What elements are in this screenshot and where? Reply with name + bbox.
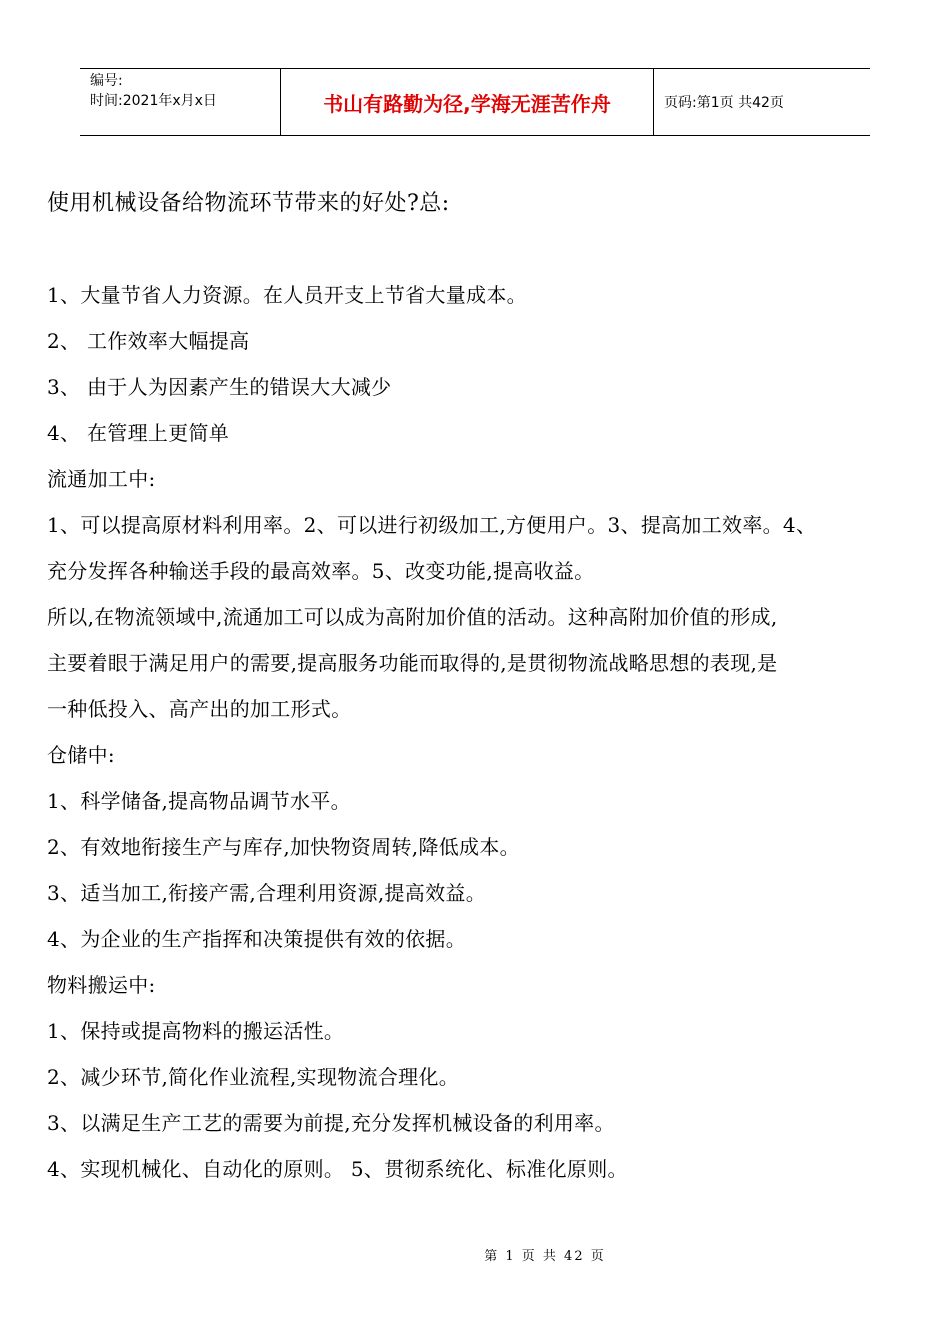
header-page-info: 页码:第1页 共42页: [664, 95, 784, 111]
section-heading: 仓储中:: [47, 743, 115, 767]
paragraph-line: 充分发挥各种输送手段的最高效率。5、改变功能,提高收益。: [47, 559, 595, 583]
paragraph-line: 主要着眼于满足用户的需要,提高服务功能而取得的,是贯彻物流战略思想的表现,是: [47, 651, 778, 675]
section-heading: 流通加工中:: [47, 467, 156, 491]
section-heading: 物料搬运中:: [47, 973, 156, 997]
document-title: 使用机械设备给物流环节带来的好处?总:: [47, 191, 450, 216]
paragraph-line: 2、有效地衔接生产与库存,加快物资周转,降低成本。: [47, 835, 520, 859]
paragraph-line: 2、减少环节,简化作业流程,实现物流合理化。: [47, 1065, 460, 1089]
paragraph-line: 1、保持或提高物料的搬运活性。: [47, 1019, 345, 1043]
document-number-label: 编号:: [90, 73, 123, 89]
document-time-label: 时间:2021年x月x日: [90, 93, 217, 109]
paragraph-line: 4、为企业的生产指挥和决策提供有效的依据。: [47, 927, 467, 951]
paragraph-line: 1、科学储备,提高物品调节水平。: [47, 789, 351, 813]
paragraph-line: 4、 在管理上更简单: [47, 421, 230, 445]
paragraph-line: 一种低投入、高产出的加工形式。: [47, 697, 352, 721]
header-meta-cell: [80, 69, 281, 135]
page-footer: 第 1 页 共 42 页: [484, 1249, 606, 1264]
header-motto: 书山有路勤为径,学海无涯苦作舟: [281, 69, 654, 135]
paragraph-line: 3、 由于人为因素产生的错误大大减少: [47, 375, 392, 399]
paragraph-line: 所以,在物流领域中,流通加工可以成为高附加价值的活动。这种高附加价值的形成,: [47, 605, 778, 629]
header-table: [80, 68, 870, 136]
paragraph-line: 2、 工作效率大幅提高: [47, 329, 250, 353]
paragraph-line: 3、适当加工,衔接产需,合理利用资源,提高效益。: [47, 881, 486, 905]
document-body: [47, 188, 907, 1192]
paragraph-line: 1、大量节省人力资源。在人员开支上节省大量成本。: [47, 283, 527, 307]
paragraph-line: 4、实现机械化、自动化的原则。 5、贯彻系统化、标准化原则。: [47, 1157, 628, 1181]
paragraph-line: 3、以满足生产工艺的需要为前提,充分发挥机械设备的利用率。: [47, 1111, 615, 1135]
paragraph-line: 1、可以提高原材料利用率。2、可以进行初级加工,方便用户。3、提高加工效率。4、: [47, 513, 817, 537]
